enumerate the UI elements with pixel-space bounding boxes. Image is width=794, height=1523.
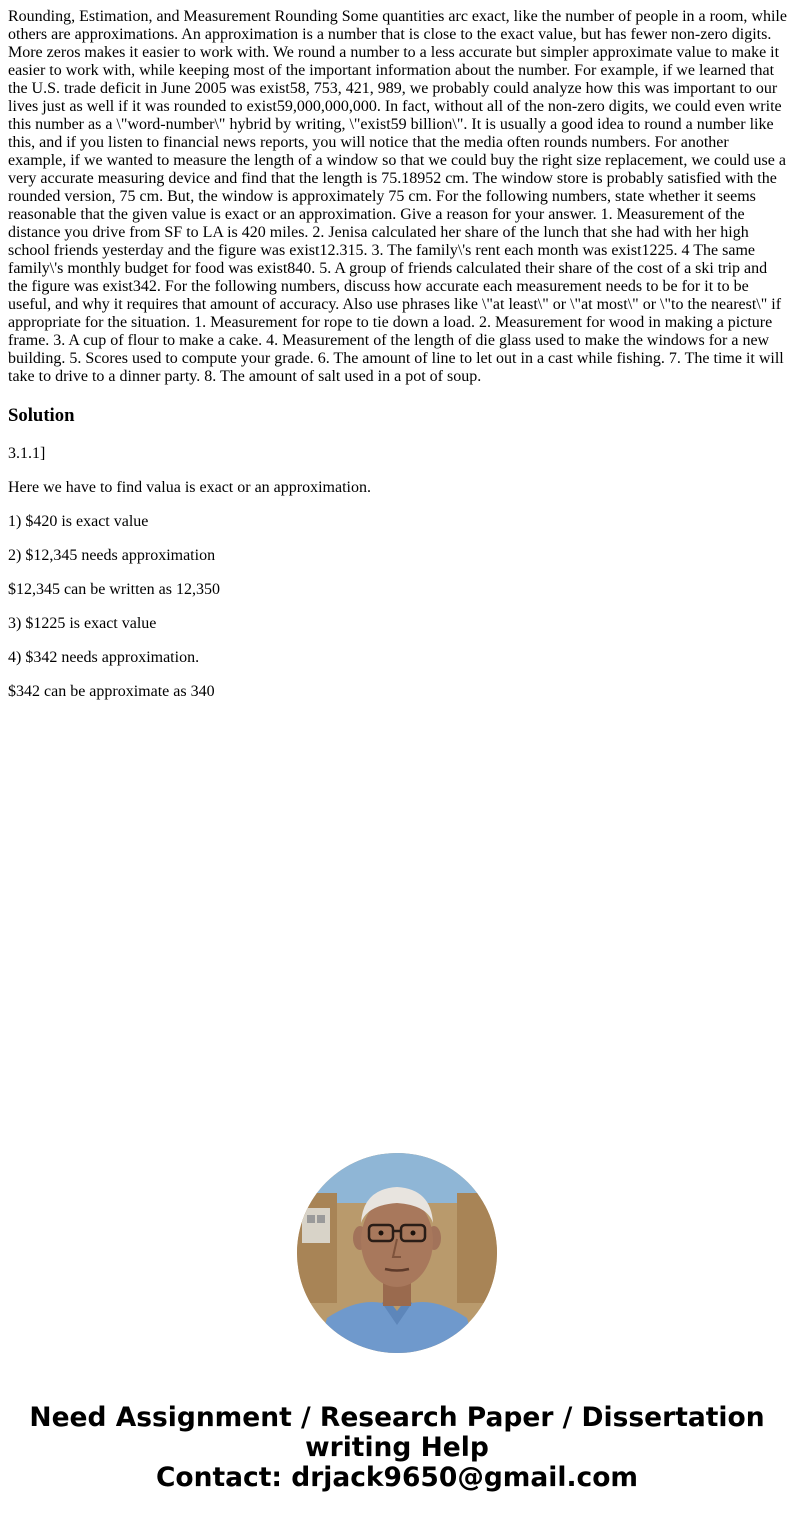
solution-line: $342 can be approximate as 340 (8, 683, 215, 700)
solution-line: 1) $420 is exact value (8, 513, 149, 530)
solution-line: 3.1.1] (8, 445, 46, 462)
solution-line: 2) $12,345 needs approximation (8, 547, 216, 564)
solution-line: Here we have to find valua is exact or an approximation. (8, 479, 371, 496)
promo-line: writing Help (305, 1432, 489, 1463)
tutor-avatar (297, 1153, 497, 1353)
solution-line: $12,345 can be written as 12,350 (8, 581, 220, 598)
question-text: Rounding, Estimation, and Measurement Rounding Some quantities arc exact, like the number of people in a room, while others are approximations. An approximation is a number that is close to the exact value, but has fewer non-zero digits. More zeros makes it easier to work with. We round a number to a less accurate but simpler approximate value to make it easier to work with, while keeping most of the important information about the number. For example, if we learned that the U.S. trade deficit in June 2005 was exist58, 753, 421, 989, we probably could analyze how this was important to our lives just as well if it was rounded to exist59,000,000,000. In fact, without all of the non-zero digits, we could even write this number as a \"word-number\" hybrid by writing, \"exist59 billion\". It is usually a good idea to round a number like this, and if you listen to financial news reports, you will notice that the media often rounds numbers. For another example, if we wanted to measure the length of a window so that we could buy the right size replacement, we could use a very accurate measuring device and find that the length is 75.18952 cm. The window store is probably satisfied with the rounded version, 75 cm. But, the window is approximately 75 cm. For the following numbers, state whether it seems reasonable that the given value is exact or an approximation. Give a reason for your answer. 1. Measurement of the distance you drive from SF to LA is 420 miles. 2. Jenisa calculated her share of the lunch that she had with her high school friends yesterday and the figure was exist12.315. 3. The family\'s rent each month was exist1225. 4 The same family\'s monthly budget for food was exist840. 5. A group of friends calculated their share of the cost of a ski trip and the figure was exist342. For the following numbers, discuss how accurate each measurement needs to be for it to be useful, and why it requires that amount of accuracy. Also use phrases like \"at least\" or \"at most\" or \"to the nearest\" if appropriate for the situation. 1. Measurement for rope to tie down a load. 2. Measurement for wood in making a picture frame. 3. A cup of flour to make a cake. 4. Measurement of the length of die glass used to make the windows for a new building. 5. Scores used to compute your grade. 6. The amount of line to let out in a cast while fishing. 7. The time it will take to drive to a dinner party. 8. The amount of salt used in a pot of soup. (8, 8, 787, 385)
solution-line: 4) $342 needs approximation. (8, 649, 200, 666)
solution-heading: Solution (8, 405, 75, 426)
promo-banner (0, 1403, 794, 1493)
solution-line: 3) $1225 is exact value (8, 615, 157, 632)
promo-line: Need Assignment / Research Paper / Dissertation (29, 1402, 765, 1433)
promo-contact: Contact: drjack9650@gmail.com (155, 1462, 639, 1493)
tutor-portrait-image (297, 1153, 497, 1353)
